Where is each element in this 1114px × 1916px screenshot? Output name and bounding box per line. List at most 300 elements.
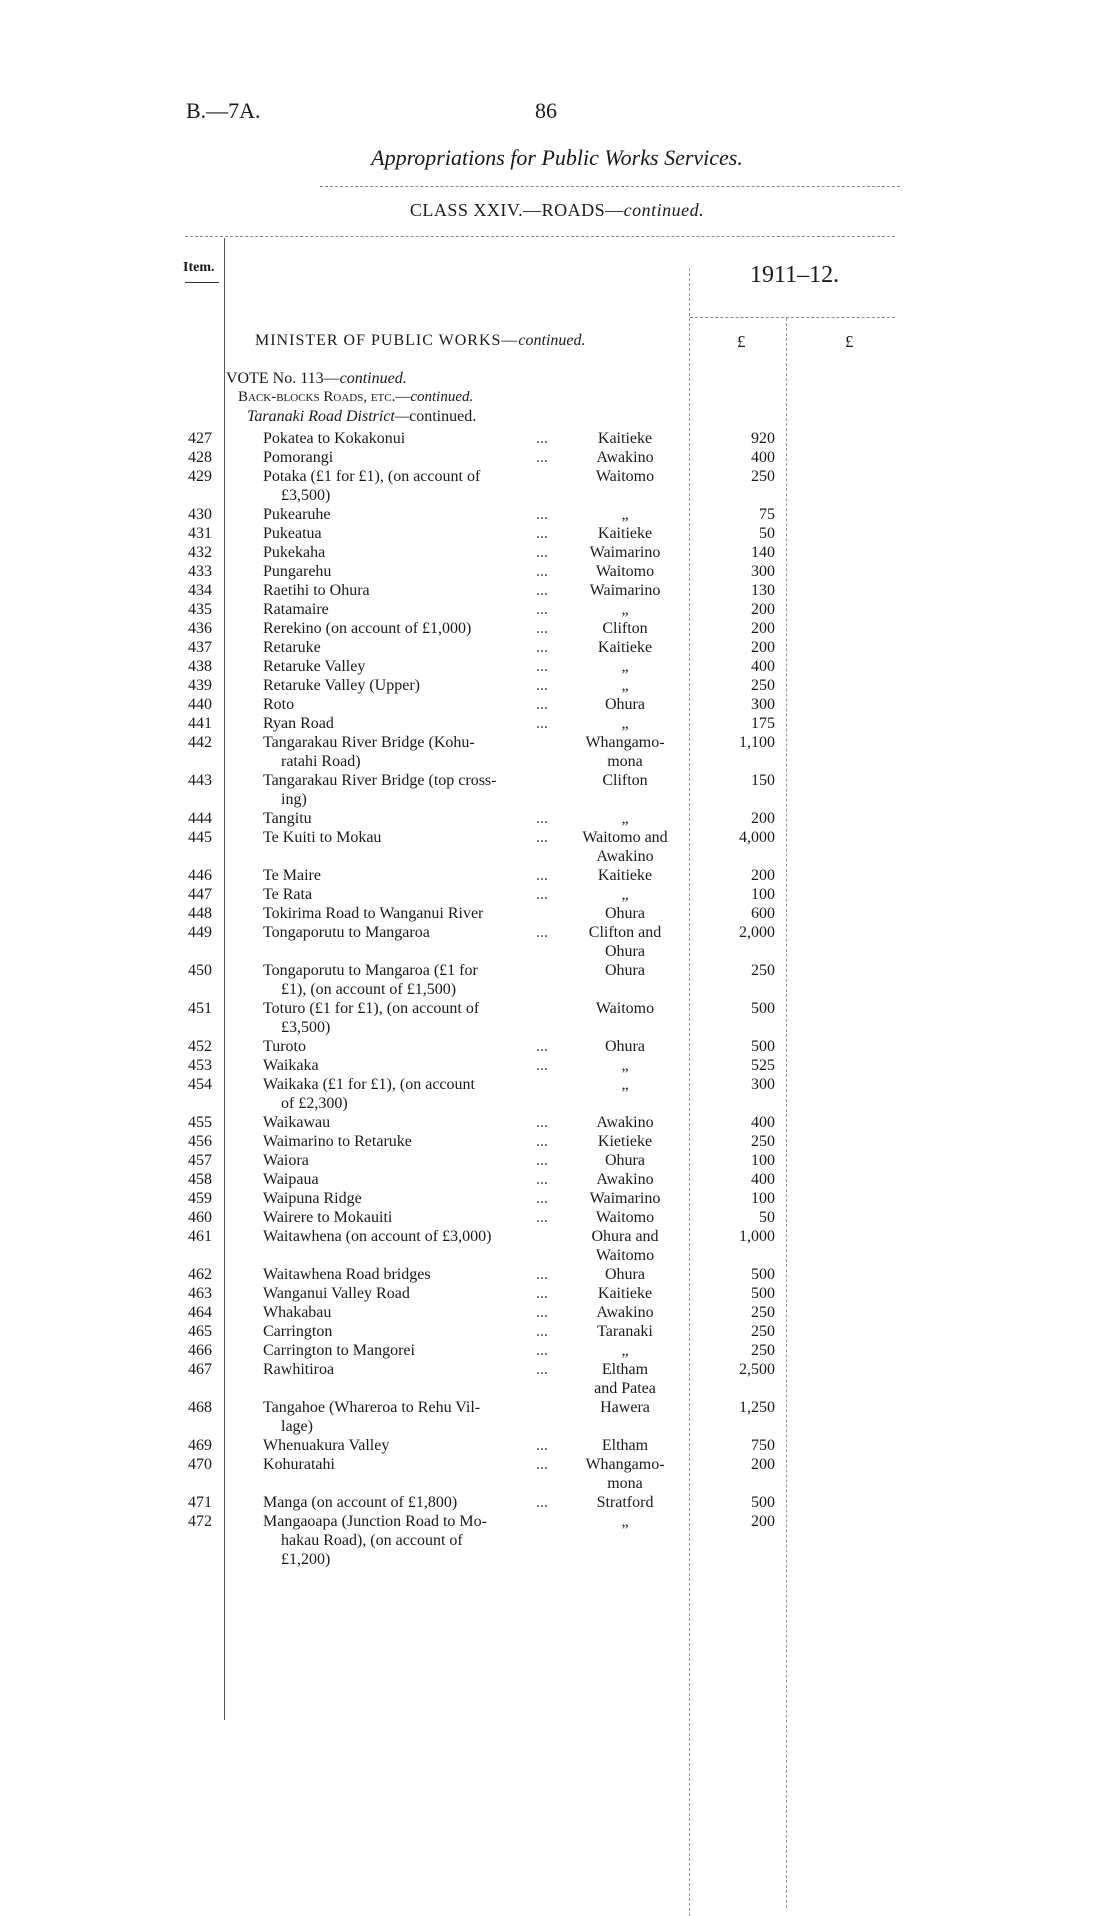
item-number: 453 — [188, 1057, 212, 1074]
ministry-heading-continued: continued. — [518, 332, 586, 349]
road-description — [263, 809, 553, 828]
county-district-line: mona — [607, 1475, 643, 1492]
road-description-line: Tongaporutu to Mangaroa — [263, 924, 430, 941]
county-district — [565, 828, 685, 866]
leader-dots: ... — [536, 525, 548, 542]
item-number: 469 — [188, 1437, 212, 1454]
road-description — [263, 1265, 553, 1284]
table-row — [0, 543, 1114, 562]
amount: 500 — [751, 1285, 775, 1302]
item-number: 438 — [188, 658, 212, 675]
item-number: 472 — [188, 1513, 212, 1530]
road-description-line: Rawhitiroa — [263, 1361, 335, 1378]
road-description — [263, 543, 553, 562]
amount: 150 — [751, 772, 775, 789]
amount: 400 — [751, 449, 775, 466]
item-number: 437 — [188, 639, 212, 656]
amount: 75 — [759, 506, 775, 523]
road-description-line: Waikawau — [263, 1114, 331, 1131]
item-number: 450 — [188, 962, 212, 979]
county-district — [565, 1436, 685, 1455]
leader-dots: ... — [536, 924, 548, 941]
county-district-line: „ — [621, 1342, 629, 1359]
backblocks-continued: continued. — [410, 389, 474, 405]
leader-dots: ... — [536, 1114, 548, 1131]
county-district — [565, 1132, 685, 1151]
item-number: 447 — [188, 886, 212, 903]
road-description — [263, 695, 553, 714]
leader-dots: ... — [536, 1494, 548, 1511]
table-row — [0, 1455, 1114, 1493]
table-row — [0, 1284, 1114, 1303]
county-district — [565, 467, 685, 486]
table-row — [0, 581, 1114, 600]
amount: 200 — [751, 1456, 775, 1473]
county-district-line: Kaitieke — [597, 525, 653, 542]
amount: 1,000 — [739, 1228, 775, 1245]
county-district — [565, 1189, 685, 1208]
county-district-line: Kaitieke — [597, 430, 653, 447]
amount: 200 — [751, 867, 775, 884]
amount: 300 — [751, 563, 775, 580]
road-description — [263, 1436, 553, 1455]
county-district — [565, 771, 685, 790]
item-number: 435 — [188, 601, 212, 618]
amount: 50 — [759, 525, 775, 542]
county-district-line: Eltham — [601, 1437, 649, 1454]
road-description-line: Carrington — [263, 1323, 333, 1340]
road-description-line: hakau Road), (on account of — [281, 1532, 463, 1549]
county-district — [565, 809, 685, 828]
road-description — [263, 733, 553, 771]
county-district — [565, 581, 685, 600]
item-number: 440 — [188, 696, 212, 713]
item-number: 458 — [188, 1171, 212, 1188]
class-heading — [0, 200, 1114, 221]
item-number: 457 — [188, 1152, 212, 1169]
amount: 2,500 — [739, 1361, 775, 1378]
road-description — [263, 1056, 553, 1075]
amount: 4,000 — [739, 829, 775, 846]
county-district-line: Taranaki — [597, 1323, 653, 1340]
amount: 130 — [751, 582, 775, 599]
county-district — [565, 1341, 685, 1360]
amount: 200 — [751, 639, 775, 656]
amount: 250 — [751, 1133, 775, 1150]
county-district — [565, 676, 685, 695]
item-number: 445 — [188, 829, 212, 846]
county-district — [565, 600, 685, 619]
subheading-backblocks — [238, 389, 473, 406]
road-description-line: Tongaporutu to Mangaroa (£1 for — [263, 962, 478, 979]
amount: 1,250 — [739, 1399, 775, 1416]
table-row — [0, 695, 1114, 714]
county-district — [565, 1265, 685, 1284]
item-number: 470 — [188, 1456, 212, 1473]
road-description-line: Pungarehu — [263, 563, 332, 580]
county-district — [565, 1151, 685, 1170]
page-title: Appropriations for Public Works Services. — [371, 145, 743, 170]
road-description — [263, 524, 553, 543]
year-header-rule — [690, 317, 895, 318]
road-description-line: Tokirima Road to Wanganui River — [263, 905, 484, 922]
road-description-line: ratahi Road) — [281, 753, 361, 770]
road-description-line: Pukeatua — [263, 525, 322, 542]
amount: 100 — [751, 886, 775, 903]
item-number: 461 — [188, 1228, 212, 1245]
table-row — [0, 1151, 1114, 1170]
vote-heading — [226, 370, 407, 388]
item-number: 441 — [188, 715, 212, 732]
backblocks-main: Back-blocks Roads, etc.— — [238, 389, 411, 405]
road-description — [263, 1303, 553, 1322]
table-row — [0, 638, 1114, 657]
road-description-line: Waiora — [263, 1152, 309, 1169]
road-description-line: £3,500) — [281, 487, 331, 504]
item-number: 442 — [188, 734, 212, 751]
item-header-underline — [185, 282, 219, 283]
leader-dots: ... — [536, 506, 548, 523]
county-district-line: Awakino — [596, 848, 654, 865]
table-row — [0, 828, 1114, 866]
leader-dots: ... — [536, 582, 548, 599]
county-district — [565, 1493, 685, 1512]
county-district — [565, 543, 685, 562]
leader-dots: ... — [536, 1209, 548, 1226]
county-district-line: Ohura — [605, 1266, 645, 1283]
county-district — [565, 866, 685, 885]
leader-dots: ... — [536, 1057, 548, 1074]
item-number: 428 — [188, 449, 212, 466]
item-number: 439 — [188, 677, 212, 694]
table-row — [0, 467, 1114, 505]
county-district-line: Ohura — [605, 1038, 645, 1055]
amount: 750 — [751, 1437, 775, 1454]
leader-dots: ... — [536, 1437, 548, 1454]
road-description — [263, 1322, 553, 1341]
county-district-line: Waitomo — [595, 468, 655, 485]
table-row — [0, 1512, 1114, 1569]
table-row — [0, 1132, 1114, 1151]
amount: 100 — [751, 1190, 775, 1207]
county-district-line: Eltham — [601, 1361, 649, 1378]
county-district — [565, 923, 685, 961]
county-district-line: Waimarino — [589, 1190, 661, 1207]
county-district-line: Awakino — [596, 1304, 654, 1321]
road-description-line: Retaruke Valley (Upper) — [263, 677, 420, 694]
table-row — [0, 885, 1114, 904]
table-row — [0, 961, 1114, 999]
item-number: 427 — [188, 430, 212, 447]
leader-dots: ... — [536, 1304, 548, 1321]
leader-dots: ... — [536, 658, 548, 675]
road-description — [263, 1113, 553, 1132]
ministry-heading — [255, 332, 586, 350]
item-number: 443 — [188, 772, 212, 789]
item-number: 446 — [188, 867, 212, 884]
district-continued: continued. — [409, 408, 477, 425]
amount: 500 — [751, 1266, 775, 1283]
road-description-line: Te Rata — [263, 886, 313, 903]
road-description-line: Waitawhena Road bridges — [263, 1266, 431, 1283]
road-description — [263, 714, 553, 733]
item-column-header: Item. — [183, 260, 215, 275]
road-description-line: ing) — [281, 791, 307, 808]
table-row — [0, 999, 1114, 1037]
county-district-line: Clifton — [602, 772, 648, 789]
road-description — [263, 562, 553, 581]
item-number: 430 — [188, 506, 212, 523]
district-main: Taranaki Road District— — [247, 408, 410, 425]
county-district — [565, 714, 685, 733]
item-number: 471 — [188, 1494, 212, 1511]
county-district-line: Kaitieke — [597, 867, 653, 884]
subheading-district — [247, 408, 476, 426]
leader-dots: ... — [536, 677, 548, 694]
road-description — [263, 1360, 553, 1379]
county-district-line: „ — [621, 658, 629, 675]
road-description-line: Toturo (£1 for £1), (on account of — [263, 1000, 480, 1017]
pound-symbol-amount: £ — [737, 332, 746, 351]
amount: 500 — [751, 1000, 775, 1017]
county-district — [565, 1075, 685, 1094]
leader-dots: ... — [536, 430, 548, 447]
road-description-line: Turoto — [263, 1038, 306, 1055]
road-description — [263, 581, 553, 600]
road-description — [263, 1493, 553, 1512]
table-row — [0, 1265, 1114, 1284]
table-row — [0, 1493, 1114, 1512]
item-number: 454 — [188, 1076, 212, 1093]
road-description-line: Tangarakau River Bridge (Kohu- — [263, 734, 475, 751]
road-description-line: of £2,300) — [281, 1095, 348, 1112]
amount: 50 — [759, 1209, 775, 1226]
road-description — [263, 1037, 553, 1056]
road-description-line: Waikaka — [263, 1057, 319, 1074]
road-description — [263, 619, 553, 638]
county-district — [565, 1227, 685, 1265]
table-row — [0, 809, 1114, 828]
table-row — [0, 448, 1114, 467]
county-district-line: Ohura — [605, 905, 645, 922]
vote-heading-main: VOTE No. 113— — [226, 370, 340, 387]
leader-dots: ... — [536, 696, 548, 713]
road-description-line: Retaruke Valley — [263, 658, 366, 675]
road-description-line: Pukekaha — [263, 544, 326, 561]
item-number: 464 — [188, 1304, 212, 1321]
road-description-line: lage) — [281, 1418, 313, 1435]
road-description-line: Whenuakura Valley — [263, 1437, 390, 1454]
amount: 1,100 — [739, 734, 775, 751]
amount: 175 — [751, 715, 775, 732]
amount: 400 — [751, 1171, 775, 1188]
table-row — [0, 600, 1114, 619]
leader-dots: ... — [536, 810, 548, 827]
county-district-line: Clifton — [602, 620, 648, 637]
amount: 500 — [751, 1038, 775, 1055]
road-description-line: Waipuna Ridge — [263, 1190, 362, 1207]
county-district — [565, 1056, 685, 1075]
road-description-line: Kohuratahi — [263, 1456, 335, 1473]
item-number: 444 — [188, 810, 212, 827]
road-description — [263, 923, 553, 942]
amount: 200 — [751, 620, 775, 637]
county-district-line: Waitomo — [595, 1247, 655, 1264]
county-district — [565, 695, 685, 714]
table-row — [0, 1341, 1114, 1360]
county-district-line: Waitomo — [595, 1209, 655, 1226]
county-district-line: Hawera — [600, 1399, 650, 1416]
county-district-line: Awakino — [596, 449, 654, 466]
road-description — [263, 1512, 553, 1569]
item-number: 456 — [188, 1133, 212, 1150]
county-district-line: mona — [607, 753, 643, 770]
road-description-line: Wanganui Valley Road — [263, 1285, 410, 1302]
county-district-line: Waimarino — [589, 544, 661, 561]
road-description-line: £1,200) — [281, 1551, 331, 1568]
road-description — [263, 1170, 553, 1189]
county-district — [565, 733, 685, 771]
table-row — [0, 1056, 1114, 1075]
county-district-line: Waitomo — [595, 1000, 655, 1017]
road-description-line: Manga (on account of £1,800) — [263, 1494, 458, 1511]
amount: 100 — [751, 1152, 775, 1169]
road-description-line: Tangahoe (Whareroa to Rehu Vil- — [263, 1399, 481, 1416]
county-district — [565, 562, 685, 581]
county-district — [565, 1170, 685, 1189]
county-district — [565, 638, 685, 657]
county-district — [565, 961, 685, 980]
table-row — [0, 676, 1114, 695]
road-description-line: Waimarino to Retaruke — [263, 1133, 412, 1150]
road-description — [263, 1455, 553, 1474]
county-district-line: Ohura — [605, 962, 645, 979]
table-row — [0, 771, 1114, 809]
table-row — [0, 733, 1114, 771]
road-description-line: Ryan Road — [263, 715, 334, 732]
county-district — [565, 505, 685, 524]
item-number: 431 — [188, 525, 212, 542]
leader-dots: ... — [536, 449, 548, 466]
appropriations-table — [0, 429, 1114, 1569]
county-district-line: Ohura — [605, 696, 645, 713]
item-number: 467 — [188, 1361, 212, 1378]
county-district — [565, 1303, 685, 1322]
amount: 250 — [751, 1323, 775, 1340]
road-description-line: Pukearuhe — [263, 506, 331, 523]
table-row — [0, 1189, 1114, 1208]
road-description-line: Tangarakau River Bridge (top cross- — [263, 772, 497, 789]
county-district-line: „ — [621, 715, 629, 732]
road-description — [263, 885, 553, 904]
amount: 140 — [751, 544, 775, 561]
table-row — [0, 1113, 1114, 1132]
road-description — [263, 1151, 553, 1170]
county-district — [565, 1455, 685, 1493]
county-district — [565, 1208, 685, 1227]
table-row — [0, 524, 1114, 543]
amount: 2,000 — [739, 924, 775, 941]
road-description — [263, 676, 553, 695]
leader-dots: ... — [536, 563, 548, 580]
county-district-line: Ohura — [605, 1152, 645, 1169]
county-district-line: Ohura — [605, 943, 645, 960]
leader-dots: ... — [536, 601, 548, 618]
county-district — [565, 904, 685, 923]
item-number: 433 — [188, 563, 212, 580]
county-district — [565, 885, 685, 904]
road-description-line: Wairere to Mokauiti — [263, 1209, 393, 1226]
road-description — [263, 961, 553, 999]
leader-dots: ... — [536, 867, 548, 884]
class-heading-main: CLASS XXIV.—ROADS— — [409, 200, 624, 220]
leader-dots: ... — [536, 1038, 548, 1055]
county-district-line: „ — [621, 677, 629, 694]
road-description — [263, 1341, 553, 1360]
item-number: 432 — [188, 544, 212, 561]
road-description — [263, 1398, 553, 1436]
county-district — [565, 1037, 685, 1056]
county-district — [565, 524, 685, 543]
table-row — [0, 923, 1114, 961]
vote-heading-continued: continued. — [339, 370, 407, 387]
leader-dots: ... — [536, 886, 548, 903]
county-district-line: Kaitieke — [597, 1285, 653, 1302]
county-district-line: Waimarino — [589, 582, 661, 599]
road-description-line: Roto — [263, 696, 295, 713]
table-row — [0, 619, 1114, 638]
table-top-rule — [185, 236, 895, 237]
amount: 200 — [751, 1513, 775, 1530]
amount: 250 — [751, 677, 775, 694]
county-district — [565, 1398, 685, 1417]
county-district-line: Waitomo and — [582, 829, 668, 846]
road-description — [263, 429, 553, 448]
road-description-line: Ratamaire — [263, 601, 329, 618]
leader-dots: ... — [536, 639, 548, 656]
item-number: 462 — [188, 1266, 212, 1283]
amount: 250 — [751, 1342, 775, 1359]
table-row — [0, 505, 1114, 524]
table-row — [0, 1322, 1114, 1341]
leader-dots: ... — [536, 829, 548, 846]
item-number: 466 — [188, 1342, 212, 1359]
table-row — [0, 562, 1114, 581]
county-district — [565, 1113, 685, 1132]
county-district — [565, 1512, 685, 1531]
item-number: 463 — [188, 1285, 212, 1302]
road-description-line: Mangaoapa (Junction Road to Mo- — [263, 1513, 487, 1530]
road-description-line: Retaruke — [263, 639, 321, 656]
leader-dots: ... — [536, 1285, 548, 1302]
county-district — [565, 1360, 685, 1398]
county-district — [565, 1322, 685, 1341]
county-district — [565, 657, 685, 676]
county-district-line: Whangamo- — [585, 1456, 665, 1473]
amount: 400 — [751, 658, 775, 675]
road-description-line: Waikaka (£1 for £1), (on account — [263, 1076, 475, 1093]
amount: 250 — [751, 1304, 775, 1321]
title-rule — [320, 186, 900, 187]
leader-dots: ... — [536, 620, 548, 637]
leader-dots: ... — [536, 1361, 548, 1378]
amount: 600 — [751, 905, 775, 922]
table-row — [0, 714, 1114, 733]
road-description — [263, 505, 553, 524]
road-description-line: £3,500) — [281, 1019, 331, 1036]
leader-dots: ... — [536, 1456, 548, 1473]
road-description — [263, 866, 553, 885]
